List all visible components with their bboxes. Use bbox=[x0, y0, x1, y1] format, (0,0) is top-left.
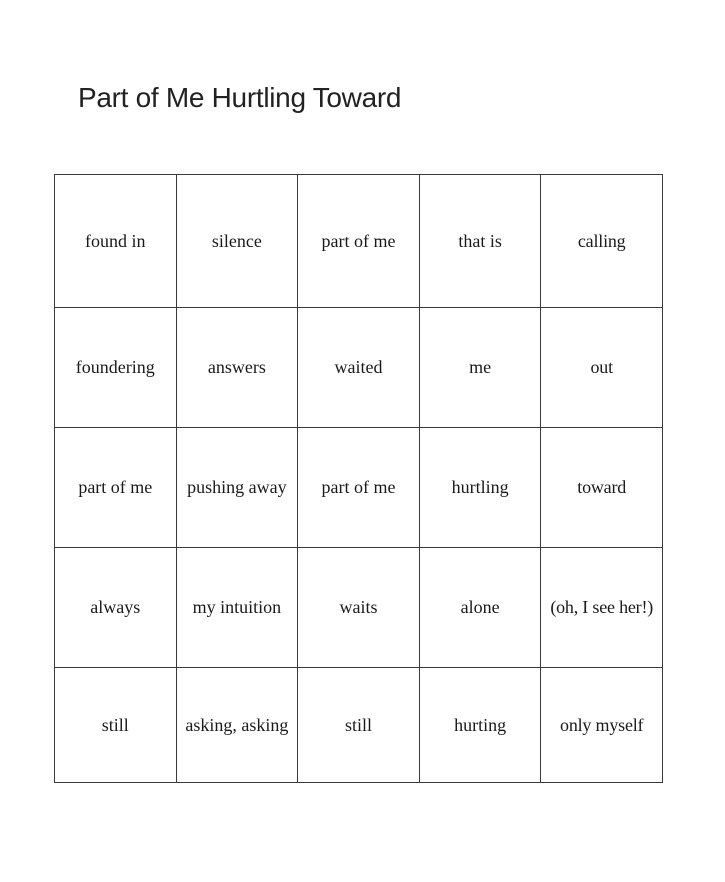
grid-cell: me bbox=[419, 308, 541, 428]
grid-cell: hurting bbox=[419, 668, 541, 783]
grid-row bbox=[55, 668, 663, 783]
grid-cell: toward bbox=[541, 428, 663, 548]
grid-row bbox=[55, 428, 663, 548]
grid-cell: waits bbox=[298, 548, 420, 668]
grid-cell: still bbox=[55, 668, 177, 783]
grid-cell: silence bbox=[176, 175, 298, 308]
grid-cell: waited bbox=[298, 308, 420, 428]
grid-cell: always bbox=[55, 548, 177, 668]
word-grid bbox=[54, 174, 663, 783]
grid-row bbox=[55, 548, 663, 668]
grid-cell: answers bbox=[176, 308, 298, 428]
grid-cell: that is bbox=[419, 175, 541, 308]
grid-cell: alone bbox=[419, 548, 541, 668]
grid-cell: asking, asking bbox=[176, 668, 298, 783]
poem-title: Part of Me Hurtling Toward bbox=[78, 82, 402, 113]
grid-cell: part of me bbox=[298, 175, 420, 308]
grid-row bbox=[55, 175, 663, 308]
grid-cell: my intuition bbox=[176, 548, 298, 668]
grid-cell: still bbox=[298, 668, 420, 783]
grid-cell: (oh, I see her!) bbox=[541, 548, 663, 668]
grid-cell: foundering bbox=[55, 308, 177, 428]
grid-cell: part of me bbox=[298, 428, 420, 548]
grid-row bbox=[55, 308, 663, 428]
grid-cell: found in bbox=[55, 175, 177, 308]
grid-cell: hurtling bbox=[419, 428, 541, 548]
grid-cell: pushing away bbox=[176, 428, 298, 548]
grid-cell: calling bbox=[541, 175, 663, 308]
grid-cell: only myself bbox=[541, 668, 663, 783]
grid-cell: part of me bbox=[55, 428, 177, 548]
grid-cell: out bbox=[541, 308, 663, 428]
